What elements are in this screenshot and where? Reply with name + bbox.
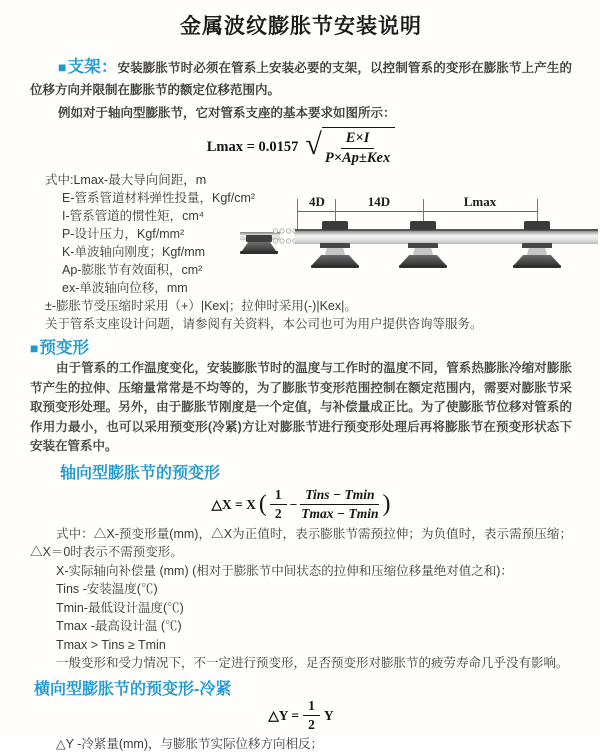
guide-clamp-bottom — [408, 243, 438, 248]
support-heading-label: 支架： — [67, 58, 118, 76]
definition-item: E-管系管道材料弹性投量，Kgf/cm² — [62, 191, 256, 205]
anchor-clamp — [246, 235, 272, 242]
anchor-base — [242, 242, 276, 251]
dimension-line — [297, 211, 537, 212]
dimension-label-4d: 4D — [309, 194, 325, 209]
guide-clamp-top — [524, 221, 550, 230]
definition-item: 式中:Lmax-最大导向间距，m — [45, 173, 207, 187]
definition-item: ex-单波轴向位移，mm — [62, 281, 188, 295]
support-example-line: 例如对于轴向型膨胀节，它对管系支座的基本要求如图所示： — [58, 106, 396, 120]
half-fraction — [270, 487, 287, 521]
dimension-label-14d: 14D — [367, 194, 391, 209]
support-intro-paragraph — [30, 56, 572, 101]
guide-base — [514, 255, 560, 265]
guide-clamp-bottom — [320, 243, 350, 248]
sqrt-sign: √ — [305, 128, 322, 161]
guide-base — [400, 255, 446, 265]
axial-note-line: Tmax -最高设计温 (℃) — [56, 619, 182, 633]
guide-stem — [527, 248, 547, 255]
guide-ground-line — [399, 265, 447, 268]
lateral-preform-formula — [30, 698, 572, 732]
formula-fraction — [325, 130, 390, 166]
fraction-numerator: 1 — [270, 487, 287, 505]
guide-support — [311, 219, 359, 271]
support-intro-text: 安装膨胀节时必须在管系上安装必要的支架，以控制管系的变形在膨胀节上产生的位移方向并限制在膨胀节的额定位移范围内。 — [30, 61, 572, 97]
section-marker-icon: ■ — [58, 59, 67, 75]
guide-stem — [413, 248, 433, 255]
fraction-denominator: P×Ap±Kex — [324, 150, 391, 166]
axial-note-line: Tmax > Tins ≥ Tmin — [56, 637, 166, 652]
fraction-denominator: Tmax − Tmin — [301, 506, 379, 521]
axial-preform-formula — [30, 485, 572, 525]
page-title: 金属波纹膨胀节安装说明 — [180, 15, 422, 38]
formula-rhs: Y — [323, 707, 334, 723]
axial-notes-block — [30, 525, 572, 673]
preform-section-heading — [30, 337, 572, 359]
axial-note-line: 一般变形和受力情况下，不一定进行预变形，足否预变形对膨胀节的疲劳寿命几乎没有影响。 — [56, 656, 569, 670]
left-paren: ( — [258, 490, 267, 517]
lateral-preform-heading: 横向型膨胀节的预变形-冷紧 — [34, 680, 232, 698]
axial-preform-heading: 轴向型膨胀节的预变形 — [60, 464, 221, 482]
formula-lhs: Lmax = 0.0157 — [206, 138, 299, 155]
guide-support — [399, 219, 447, 271]
definition-item: ±-膨胀节受压缩时采用（+）|Kex|；拉伸时采用(-)|Kex|。 — [45, 299, 357, 313]
minus-sign: − — [289, 496, 298, 512]
guide-clamp-top — [322, 221, 348, 230]
support-section-heading — [58, 58, 117, 76]
axial-note-line: Tmin-最低设计温度(℃) — [56, 600, 184, 615]
guide-spacing-formula — [30, 125, 572, 169]
formula-radicand — [322, 127, 395, 166]
pipe-support-diagram — [240, 193, 598, 293]
right-paren: ) — [382, 490, 391, 517]
preform-heading-label: 预变形 — [39, 339, 89, 357]
section-marker-icon: ■ — [30, 340, 39, 356]
guide-ground-line — [513, 265, 561, 268]
definition-item: P-设计压力，Kgf/mm² — [62, 227, 185, 241]
anchor-ground-line — [240, 251, 278, 254]
guide-clamp-bottom — [522, 243, 552, 248]
definition-item: K-单波轴向刚度；Kgf/mm — [62, 245, 206, 259]
formula-lhs: △Y = — [268, 707, 300, 723]
guide-stem — [325, 248, 345, 255]
dimension-label-lmax: Lmax — [463, 194, 497, 209]
guide-support — [513, 219, 561, 271]
definition-item: I-管系管道的惯性矩，cm⁴ — [62, 209, 205, 223]
half-fraction — [303, 698, 320, 732]
axial-note-line: Tins -安装温度(℃) — [56, 582, 158, 596]
temperature-fraction — [300, 487, 379, 521]
formula-lhs: △X = X — [211, 496, 256, 512]
definition-item: Ap-膨胀节有效面积，cm² — [62, 263, 203, 277]
axial-note-line: X-实际轴向补偿量 (mm) (相对于膨胀节中间状态的拉伸和压缩位移量绝对值之和)： — [56, 563, 513, 578]
definition-item: 关于管系支座设计问题，请参阅有关资料，本公司也可为用户提供咨询等服务。 — [45, 317, 483, 331]
guide-ground-line — [311, 265, 359, 268]
preform-body-paragraph: 由于管系的工作温度变化，安装膨胀节时的温度与工作时的温度不同，管系热膨胀冷缩对膨胀节产生的拉伸、压缩量常常是不均等的，为了膨胀节变形范围控制在额定范围内，需要对膨胀节采取预变形处理。另外，由于膨胀节刚度是一个定值，与补偿量成正比。为了使膨胀节位移对管系的作用力最小，也可以采用预变形(冷紧)方让对膨胀节进行预变形处理后再将膨胀节在预变形状态下安装在管系中。 — [30, 361, 572, 453]
fraction-numerator: 1 — [303, 698, 320, 716]
guide-clamp-top — [410, 221, 436, 230]
axial-note-line: 式中：△X-预变形量(mm)，△X为正值时，表示膨胀节需预拉伸；为负值时，表示需预压缩；△X＝0时表示不需预变形。 — [30, 526, 572, 559]
fraction-denominator: 2 — [274, 506, 282, 521]
lateral-note-line: △Y -冷紧量(mm)，与膨胀节实际位移方向相反； — [56, 736, 324, 751]
guide-base — [312, 255, 358, 265]
fraction-denominator: 2 — [308, 717, 315, 732]
fraction-numerator: E×I — [341, 130, 375, 149]
fraction-numerator: Tins − Tmin — [300, 487, 379, 505]
